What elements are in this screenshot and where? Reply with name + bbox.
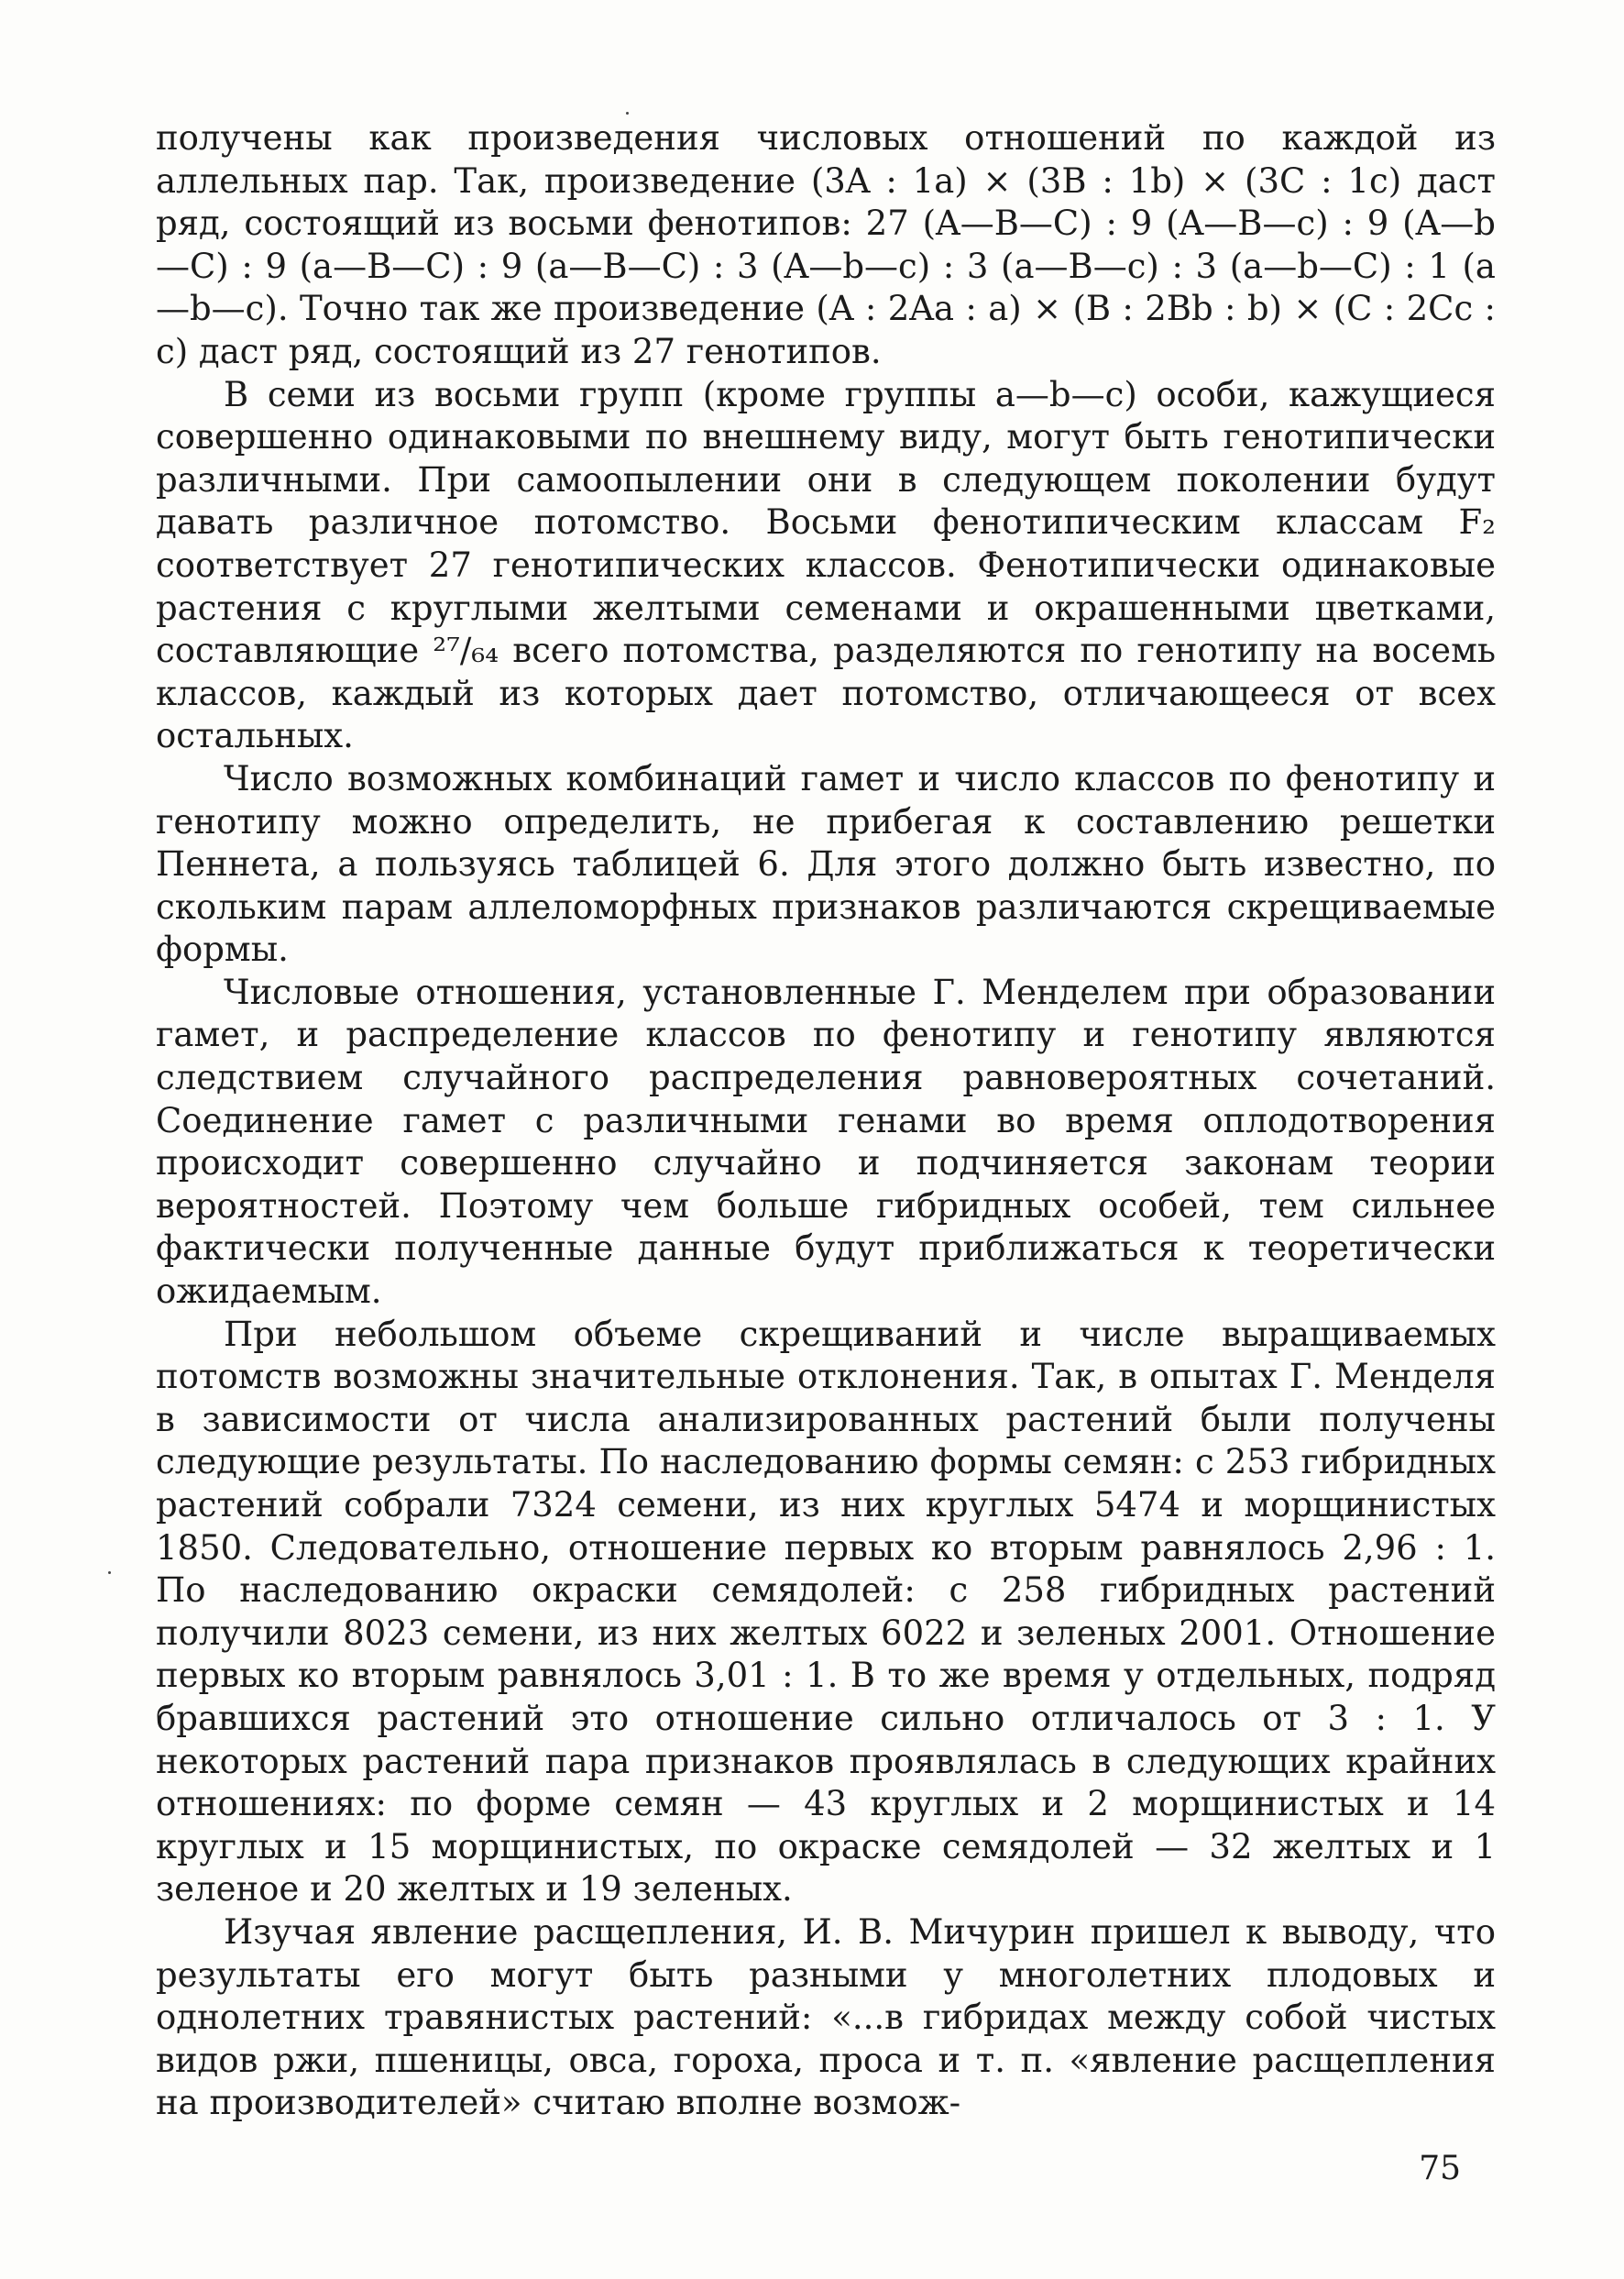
page-number: 75 bbox=[1419, 2150, 1461, 2187]
print-speck bbox=[626, 112, 629, 115]
paragraph-2: В семи из восьми групп (кроме группы a—b—c) особи, кажущиеся совершенно одинаковыми по внешнему виду, могут быть генотипически различными. При самоопылении они в следующем поколении будут давать различное потомство. Восьми фенотипическим классам F₂ соответствует 27 генотипических классов. Фенотипически одинаковые растения с круглыми желтыми семенами и окрашенными цветками, составляющие ²⁷/₆₄ всего потомства, разделяются по генотипу на восемь классов, каждый из которых дает потомство, отличающееся от всех остальных. bbox=[156, 374, 1496, 756]
paragraph-6: Изучая явление расщепления, И. В. Мичурин пришел к выводу, что результаты его могут быть разными у многолетних плодовых и однолетних травянистых растений: «...в гибридах между собой чистых видов ржи, пшеницы, овса, гороха, проса и т. п. «явление расщепления на производителей» считаю вполне возмож- bbox=[156, 1911, 1496, 2123]
print-speck bbox=[108, 1571, 111, 1574]
paragraph-4: Числовые отношения, установленные Г. Менделем при образовании гамет, и распределение классов по фенотипу и генотипу являются следствием случайного распределения равновероятных сочетаний. Соединение гамет с различными генами во время оплодотворения происходит совершенно случайно и подчиняется законам теории вероятностей. Поэтому чем больше гибридных особей, тем сильнее фактически полученные данные будут приближаться к теоретически ожидаемым. bbox=[156, 972, 1496, 1312]
paragraph-3: Число возможных комбинаций гамет и число классов по фенотипу и генотипу можно определить, не прибегая к составлению решетки Пеннета, а пользуясь таблицей 6. Для этого должно быть известно, по скольким парам аллеломорфных признаков различаются скрещиваемые формы. bbox=[156, 758, 1496, 970]
body-text bbox=[156, 117, 1496, 2125]
paragraph-1: получены как произведения числовых отношений по каждой из аллельных пар. Так, произведение (3A : 1a) × (3B : 1b) × (3C : 1c) даст ряд, состоящий из восьми фенотипов: 27 (A—B—C) : 9 (A—B—c) : 9 (A—b—C) : 9 (a—B—C) : 9 (a—B—C) : 3 (A—b—c) : 3 (a—B—c) : 3 (a—b—C) : 1 (a—b—c). Точно так же произведение (A : 2Aa : a) × (B : 2Bb : b) × (C : 2Cc : c) даст ряд, состоящий из 27 генотипов. bbox=[156, 118, 1496, 371]
paragraph-5: При небольшом объеме скрещиваний и числе выращиваемых потомств возможны значительные отклонения. Так, в опытах Г. Менделя в зависимости от числа анализированных растений были получены следующие результаты. По наследованию формы семян: с 253 гибридных растений собрали 7324 семени, из них круглых 5474 и морщинистых 1850. Следовательно, отношение первых ко вторым равнялось 2,96 : 1. По наследованию окраски семядолей: с 258 гибридных растений получили 8023 семени, из них желтых 6022 и зеленых 2001. Отношение первых ко вторым равнялось 3,01 : 1. В то же время у отдельных, подряд бравшихся растений это отношение сильно отличалось от 3 : 1. У некоторых растений пара признаков проявлялась в следующих крайних отношениях: по форме семян — 43 круглых и 2 морщинистых и 14 круглых и 15 морщинистых, по окраске семядолей — 32 желтых и 1 зеленое и 20 желтых и 19 зеленых. bbox=[156, 1314, 1496, 1910]
